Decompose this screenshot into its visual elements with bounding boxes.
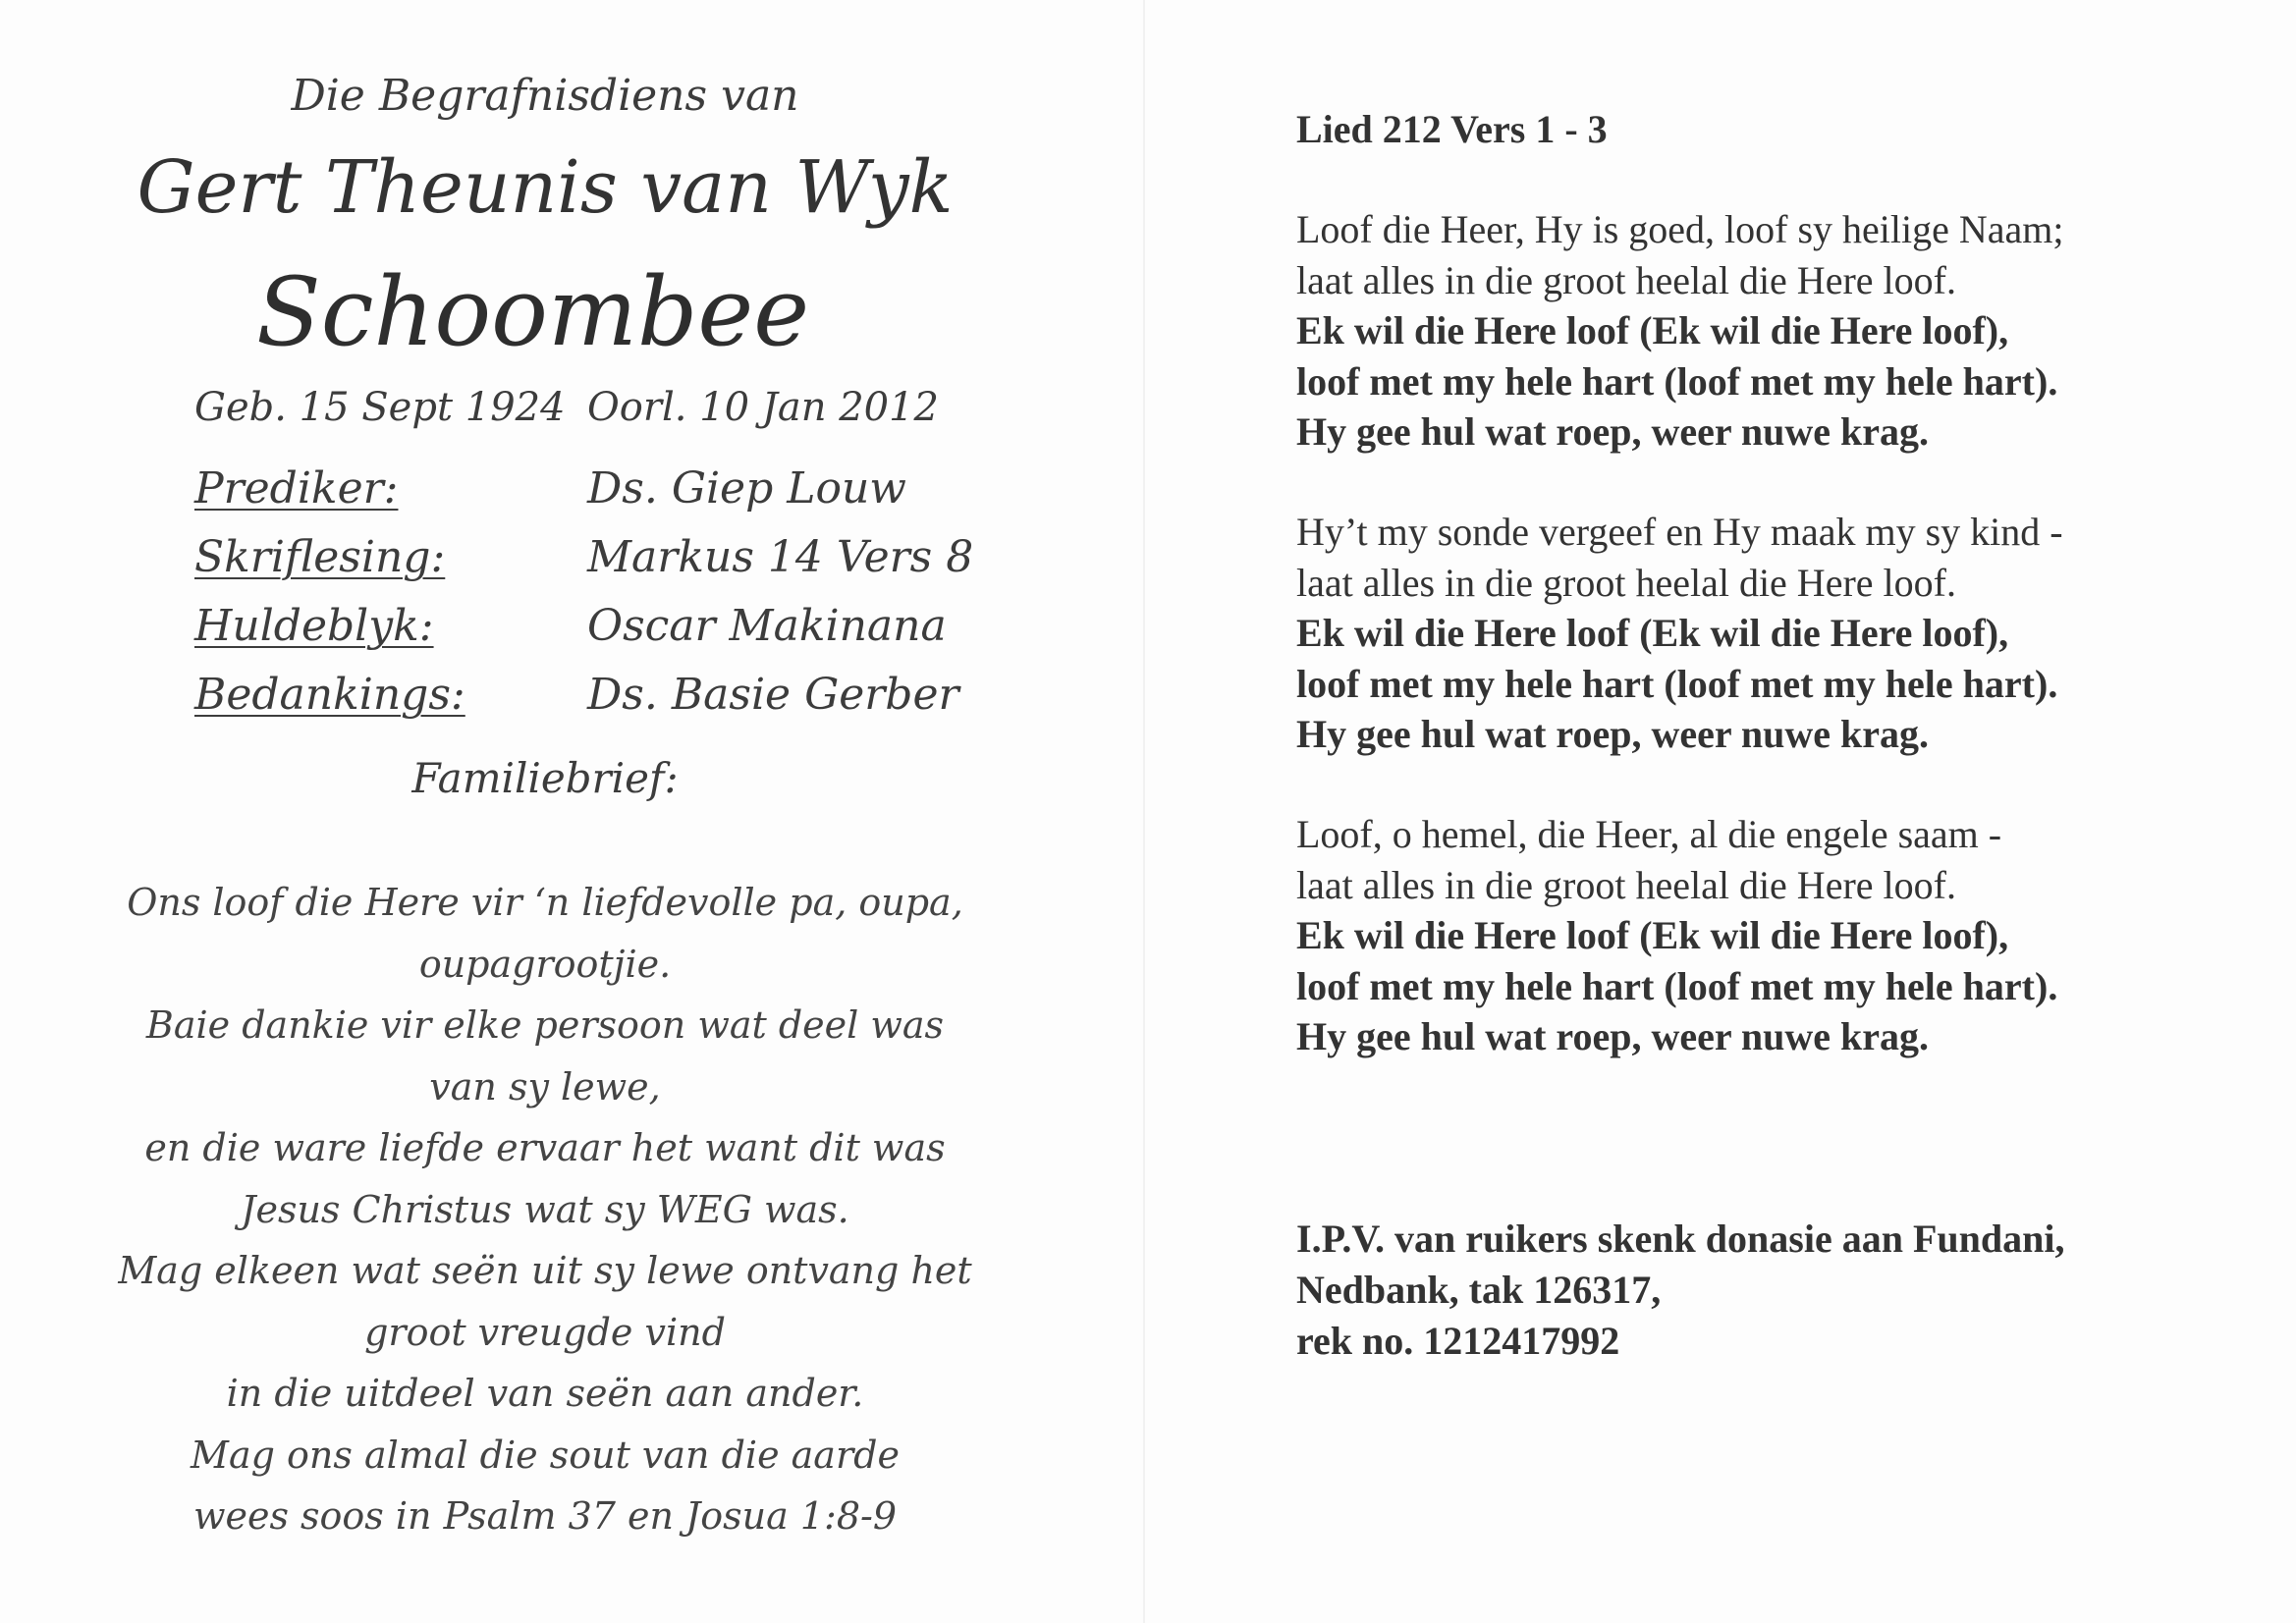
role-value: Ds. Basie Gerber [587,670,959,720]
refrain-line: Ek wil die Here loof (Ek wil die Here loof), [1296,913,2009,957]
right-panel [1296,0,2239,1623]
left-panel [0,0,1143,1623]
verse-line: laat alles in die groot heelal die Here loof. [1296,257,1956,302]
hymn-title: Lied 212 Vers 1 - 3 [1296,107,1608,151]
role-label: Skriflesing: [194,532,446,582]
verse-line: laat alles in die groot heelal die Here loof. [1296,560,1956,605]
letter-line: Baie dankie vir elke persoon wat deel was [145,1003,945,1047]
letter-line: en die ware liefde ervaar het want dit was [144,1126,946,1169]
role-label: Huldeblyk: [194,601,434,651]
letter-line: wees soos in Psalm 37 en Josua 1:8-9 [192,1494,898,1538]
refrain-line: Hy gee hul wat roep, weer nuwe krag. [1296,712,1930,756]
role-row-thanks [194,670,1078,729]
role-row-scripture [194,532,1078,591]
letter-line: Jesus Christus wat sy WEG was. [241,1187,849,1231]
letter-line: Mag ons almal die sout van die aarde [191,1433,900,1477]
verse-line: Loof, o hemel, die Heer, al die engele saam - [1296,812,2002,856]
role-value: Markus 14 Vers 8 [587,532,974,582]
verse-line: Hy’t my sonde vergeef en Hy maak my sy kind - [1296,510,2063,554]
birth-date: Geb. 15 Sept 1924 [194,385,566,430]
verse-line: Loof die Heer, Hy is goed, loof sy heilige Naam; [1296,207,2064,251]
role-value: Oscar Makinana [587,601,947,651]
role-value: Ds. Giep Louw [587,463,906,514]
refrain-line: Ek wil die Here loof (Ek wil die Here loof), [1296,611,2009,655]
refrain-line: Ek wil die Here loof (Ek wil die Here loof), [1296,308,2009,352]
donation-notice [1296,1214,2065,1367]
deceased-given-names: Gert Theunis van Wyk [137,145,954,230]
refrain-line: loof met my hele hart (loof met my hele hart). [1296,963,2058,1008]
death-date: Oorl. 10 Jan 2012 [587,385,939,430]
refrain-line: loof met my hele hart (loof met my hele hart). [1296,661,2058,706]
donation-line: I.P.V. van ruikers skenk donasie aan Fundani, [1296,1217,2065,1261]
role-row-preacher [194,463,1078,522]
page-fold-divider [1143,0,1145,1623]
donation-line: rek no. 1212417992 [1296,1319,1620,1363]
deceased-surname: Schoombee [255,257,810,367]
hymn-verse-1 [1296,204,2064,458]
letter-line: Ons loof die Here vir ‘n liefdevolle pa, oupa, [127,881,963,924]
donation-line: Nedbank, tak 126317, [1296,1268,1662,1312]
letter-line: van sy lewe, [429,1064,661,1109]
role-label: Prediker: [194,463,399,514]
family-letter [98,872,992,1547]
letter-line: in die uitdeel van seën aan ander. [226,1372,864,1415]
refrain-line: loof met my hele hart (loof met my hele hart). [1296,358,2058,404]
letter-line: oupagrootjie. [418,942,672,986]
service-intro: Die Begrafnisdiens van [291,71,799,121]
role-row-tribute [194,601,1078,660]
family-letter-heading: Familiebrief: [411,754,679,802]
letter-line: Mag elkeen wat seën uit sy lewe ontvang het [118,1249,972,1292]
refrain-line: Hy gee hul wat roep, weer nuwe krag. [1296,409,1930,454]
letter-line: groot vreugde vind [364,1310,726,1354]
hymn-verse-3 [1296,809,2057,1062]
hymn-verse-2 [1296,507,2063,760]
verse-line: laat alles in die groot heelal die Here loof. [1296,862,1956,907]
refrain-line: Hy gee hul wat roep, weer nuwe krag. [1296,1014,1930,1058]
role-label: Bedankings: [194,670,465,720]
